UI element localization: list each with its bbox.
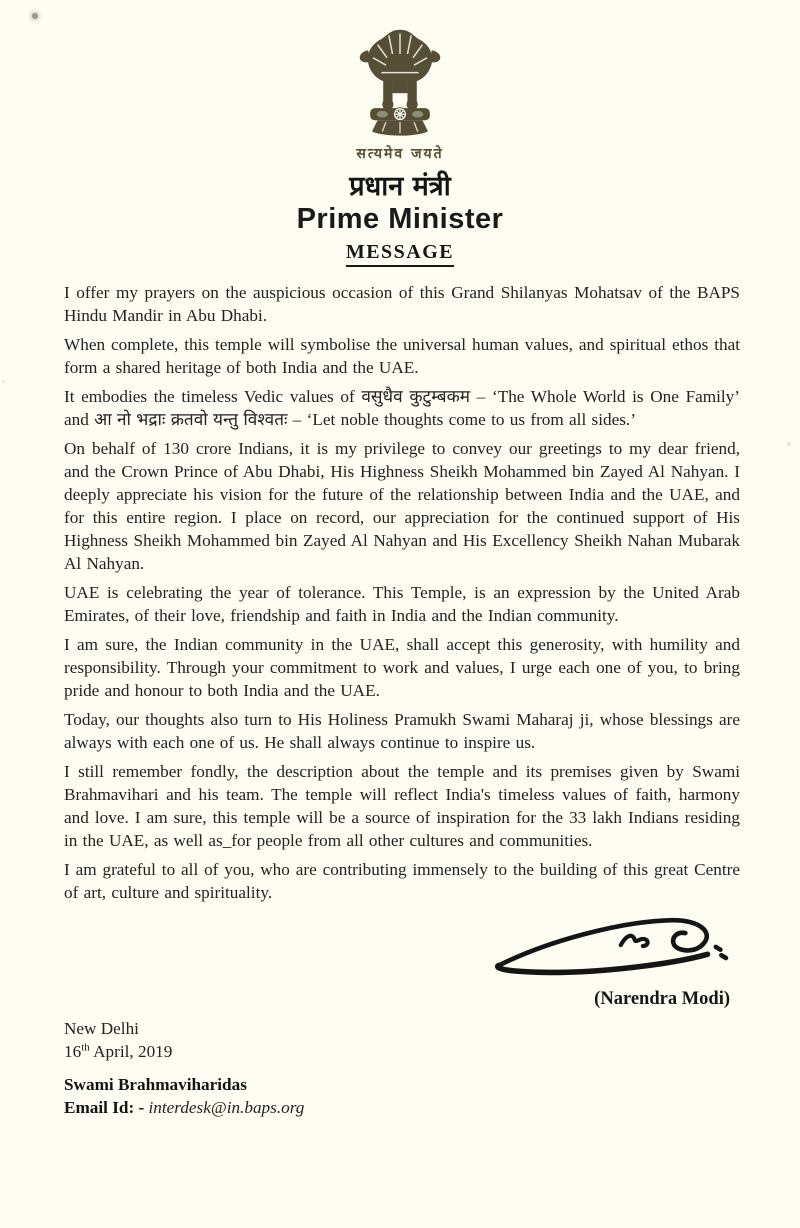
title-hindi: प्रधान मंत्री [349, 171, 451, 202]
scan-speck [787, 442, 791, 446]
emblem-motto: सत्यमेव जयते [356, 146, 444, 162]
letter-footer [0, 1011, 800, 1119]
paragraph: I am grateful to all of you, who are contributing immensely to the building of this great Centre of art, culture and spirituality. [64, 860, 740, 902]
scan-speck [2, 380, 5, 383]
paragraph: I offer my prayers on the auspicious occasion of this Grand Shilanyas Mohatsav of the BAPS Hindu Mandir in Abu Dhabi. [64, 283, 740, 325]
date-day: 16 [64, 1042, 82, 1061]
paragraph: On behalf of 130 crore Indians, it is my privilege to convey our greetings to my dear friend, and the Crown Prince of Abu Dhabi, His Highness Sheikh Mohammed bin Zayed Al Nahyan. I deeply appreciate his vision for the future of the relationship between India and the UAE, and for this entire region. I place on record, our appreciation for the continued support of His Highness Sheikh Mohammed bin Zayed Al Nahyan and His Excellency Sheikh Nahan Mubarak Al Nahyan. [64, 439, 740, 573]
handwritten-signature-icon [489, 910, 734, 987]
paragraph: It embodies the timeless Vedic values of वसुधैव कुटुम्बकम – ‘The Whole World is One Family’ and आ नो भद्राः क्रतवो यन्तु विश्वतः – ‘Let noble thoughts come to us from all sides.’ [64, 387, 740, 429]
ashoka-lion-capital-icon [344, 26, 456, 138]
email-address: interdesk@in.baps.org [148, 1098, 305, 1117]
date-rest: April, 2019 [89, 1042, 173, 1061]
email-line [64, 1096, 740, 1119]
signature-block [0, 910, 800, 1011]
paragraph: UAE is celebrating the year of tolerance. This Temple, is an expression by the United Arab Emirates, of their love, friendship and faith in India and the Indian community. [64, 583, 740, 625]
place-line: New Delhi [64, 1019, 139, 1038]
paragraph: I still remember fondly, the description about the temple and its premises given by Swami Brahmavihari and his team. The temple will reflect India's timeless values of faith, harmony and love. I am sure, this temple will be a source of inspiration for the 33 lakh Indians residing in the UAE, as well as_for people from all other cultures and communities. [64, 762, 740, 850]
contact-name: Swami Brahmaviharidas [64, 1075, 247, 1094]
title-english: Prime Minister [296, 203, 504, 235]
paragraph: When complete, this temple will symbolise the universal human values, and spiritual ethos that form a shared heritage of both India and the UAE. [64, 335, 740, 377]
date-ordinal: th [81, 1041, 90, 1054]
date-line [64, 1040, 740, 1063]
message-heading: MESSAGE [346, 240, 454, 267]
paragraph: Today, our thoughts also turn to His Holiness Pramukh Swami Maharaj ji, whose blessings are always with each one of us. He shall always continue to inspire us. [64, 710, 740, 752]
letterhead [0, 26, 800, 267]
paragraph: I am sure, the Indian community in the UAE, shall accept this generosity, with humility and responsibility. Through your commitment to work and values, I urge each one of you, to bring pride and honour to both India and the UAE. [64, 635, 740, 700]
signatory-name: (Narendra Modi) [594, 989, 730, 1009]
scan-speck [32, 13, 38, 19]
letter-body [0, 267, 800, 904]
email-label: Email Id: - [64, 1098, 149, 1117]
